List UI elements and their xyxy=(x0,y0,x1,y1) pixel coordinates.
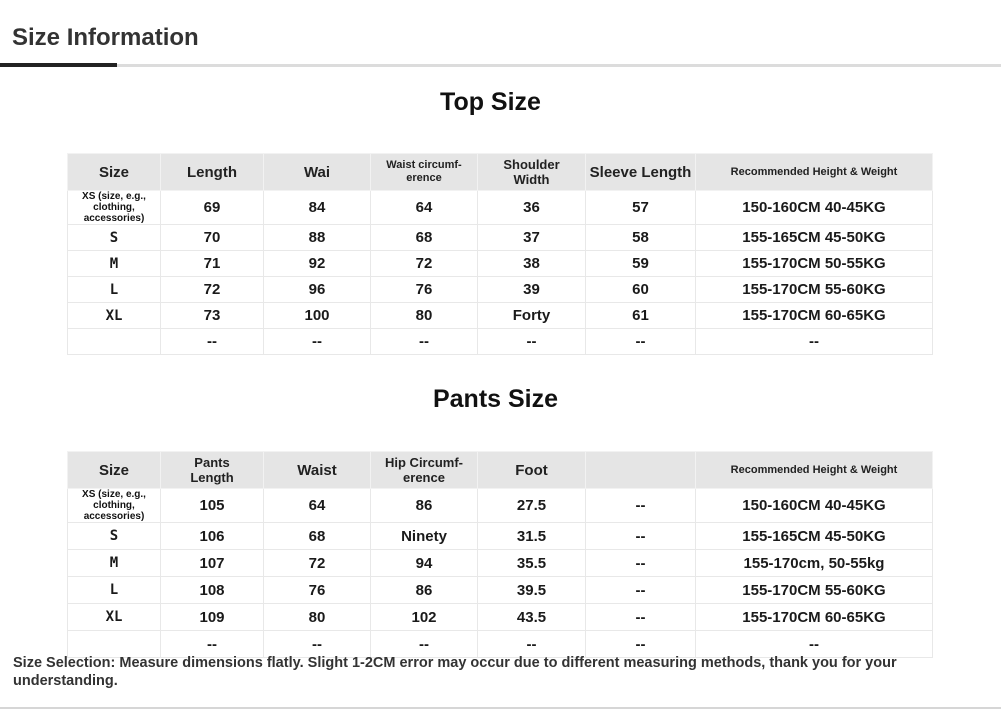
table-cell: 76 xyxy=(371,277,478,303)
table-cell: 68 xyxy=(264,523,371,550)
table-cell: 155-165CM 45-50KG xyxy=(696,225,933,251)
footer-divider xyxy=(0,707,1001,709)
table-row xyxy=(68,550,933,577)
table-header-row xyxy=(68,452,933,489)
table-cell: 39 xyxy=(478,277,586,303)
column-header: Pants Length xyxy=(161,452,264,489)
table-cell: -- xyxy=(696,329,933,355)
table-cell: 84 xyxy=(264,191,371,225)
table-cell: -- xyxy=(371,329,478,355)
table-cell: 155-170CM 50-55KG xyxy=(696,251,933,277)
header-divider xyxy=(0,64,1001,67)
table-row xyxy=(68,251,933,277)
column-header: Size xyxy=(68,154,161,191)
table-cell: 102 xyxy=(371,604,478,631)
table-cell: 36 xyxy=(478,191,586,225)
table-cell: 68 xyxy=(371,225,478,251)
table-cell: 39.5 xyxy=(478,577,586,604)
table-cell: 86 xyxy=(371,489,478,523)
column-header: Recommended Height & Weight xyxy=(696,452,933,489)
size-selection-note: Size Selection: Measure dimensions flatly. Slight 1-2CM error may occur due to different measuring methods, thank you for your understanding. xyxy=(13,655,897,689)
column-header: Hip Circumf- erence xyxy=(371,452,478,489)
table-cell: 86 xyxy=(371,577,478,604)
table-cell: 108 xyxy=(161,577,264,604)
size-label-cell: M xyxy=(68,550,161,577)
pants-size-title: Pants Size xyxy=(432,385,559,413)
table-cell: -- xyxy=(586,604,696,631)
size-label-cell: M xyxy=(68,251,161,277)
table-cell: 59 xyxy=(586,251,696,277)
table-cell: 58 xyxy=(586,225,696,251)
table-row xyxy=(68,489,933,523)
table-cell: 88 xyxy=(264,225,371,251)
table-cell: 72 xyxy=(161,277,264,303)
table-cell: 155-170CM 55-60KG xyxy=(696,577,933,604)
table-cell: 155-170CM 55-60KG xyxy=(696,277,933,303)
size-label-cell xyxy=(68,329,161,355)
column-header: Length xyxy=(161,154,264,191)
table-cell: 106 xyxy=(161,523,264,550)
table-cell: 61 xyxy=(586,303,696,329)
top-size-table xyxy=(67,153,933,355)
table-cell: -- xyxy=(586,631,696,658)
table-cell: -- xyxy=(371,631,478,658)
table-cell: -- xyxy=(161,329,264,355)
header-accent-bar xyxy=(0,63,117,67)
table-header-row xyxy=(68,154,933,191)
table-row xyxy=(68,303,933,329)
table-cell: 109 xyxy=(161,604,264,631)
table-cell: -- xyxy=(586,489,696,523)
table-cell: 100 xyxy=(264,303,371,329)
column-header: Recommended Height & Weight xyxy=(696,154,933,191)
table-cell: 64 xyxy=(264,489,371,523)
size-label-cell: S xyxy=(68,225,161,251)
table-cell: 64 xyxy=(371,191,478,225)
table-row xyxy=(68,277,933,303)
page-title: Size Information xyxy=(12,24,199,51)
table-cell: 80 xyxy=(264,604,371,631)
table-cell: Forty xyxy=(478,303,586,329)
table-cell: 27.5 xyxy=(478,489,586,523)
table-row xyxy=(68,191,933,225)
table-cell: Ninety xyxy=(371,523,478,550)
table-cell: -- xyxy=(696,631,933,658)
table-cell: 70 xyxy=(161,225,264,251)
top-size-title: Top Size xyxy=(440,88,541,116)
size-label-cell: XS (size, e.g., clothing, accessories) xyxy=(68,191,161,225)
column-header: Waist xyxy=(264,452,371,489)
size-label-cell: S xyxy=(68,523,161,550)
table-cell: 69 xyxy=(161,191,264,225)
table-cell: 155-170CM 60-65KG xyxy=(696,303,933,329)
pants-size-table xyxy=(67,451,933,658)
table-cell: 76 xyxy=(264,577,371,604)
table-cell: -- xyxy=(161,631,264,658)
table-cell: -- xyxy=(586,550,696,577)
column-header: Wai xyxy=(264,154,371,191)
table-cell: -- xyxy=(264,329,371,355)
table-cell: -- xyxy=(264,631,371,658)
column-header: Shoulder Width xyxy=(478,154,586,191)
table-cell: 43.5 xyxy=(478,604,586,631)
size-label-cell: XL xyxy=(68,604,161,631)
table-cell: -- xyxy=(586,577,696,604)
size-label-cell: XS (size, e.g., clothing, accessories) xyxy=(68,489,161,523)
column-header: Waist circumf- erence xyxy=(371,154,478,191)
table-cell: 35.5 xyxy=(478,550,586,577)
table-row xyxy=(68,577,933,604)
table-cell: 105 xyxy=(161,489,264,523)
table-cell: 31.5 xyxy=(478,523,586,550)
column-header: Size xyxy=(68,452,161,489)
size-label-cell: XL xyxy=(68,303,161,329)
table-row xyxy=(68,523,933,550)
table-cell: -- xyxy=(478,329,586,355)
table-cell: 96 xyxy=(264,277,371,303)
table-cell: 155-165CM 45-50KG xyxy=(696,523,933,550)
table-cell: 94 xyxy=(371,550,478,577)
size-label-cell: L xyxy=(68,277,161,303)
size-label-cell: L xyxy=(68,577,161,604)
table-cell: 38 xyxy=(478,251,586,277)
column-header xyxy=(586,452,696,489)
table-row xyxy=(68,604,933,631)
table-cell: -- xyxy=(478,631,586,658)
table-cell: -- xyxy=(586,329,696,355)
table-row xyxy=(68,225,933,251)
table-cell: 150-160CM 40-45KG xyxy=(696,191,933,225)
table-cell: 37 xyxy=(478,225,586,251)
table-cell: 107 xyxy=(161,550,264,577)
column-header: Sleeve Length xyxy=(586,154,696,191)
table-cell: 150-160CM 40-45KG xyxy=(696,489,933,523)
table-cell: 72 xyxy=(371,251,478,277)
table-cell: 155-170CM 60-65KG xyxy=(696,604,933,631)
table-cell: 72 xyxy=(264,550,371,577)
table-cell: 57 xyxy=(586,191,696,225)
table-cell: -- xyxy=(586,523,696,550)
table-cell: 155-170cm, 50-55kg xyxy=(696,550,933,577)
table-cell: 60 xyxy=(586,277,696,303)
table-cell: 71 xyxy=(161,251,264,277)
table-cell: 80 xyxy=(371,303,478,329)
table-cell: 73 xyxy=(161,303,264,329)
column-header: Foot xyxy=(478,452,586,489)
table-row xyxy=(68,329,933,355)
table-cell: 92 xyxy=(264,251,371,277)
